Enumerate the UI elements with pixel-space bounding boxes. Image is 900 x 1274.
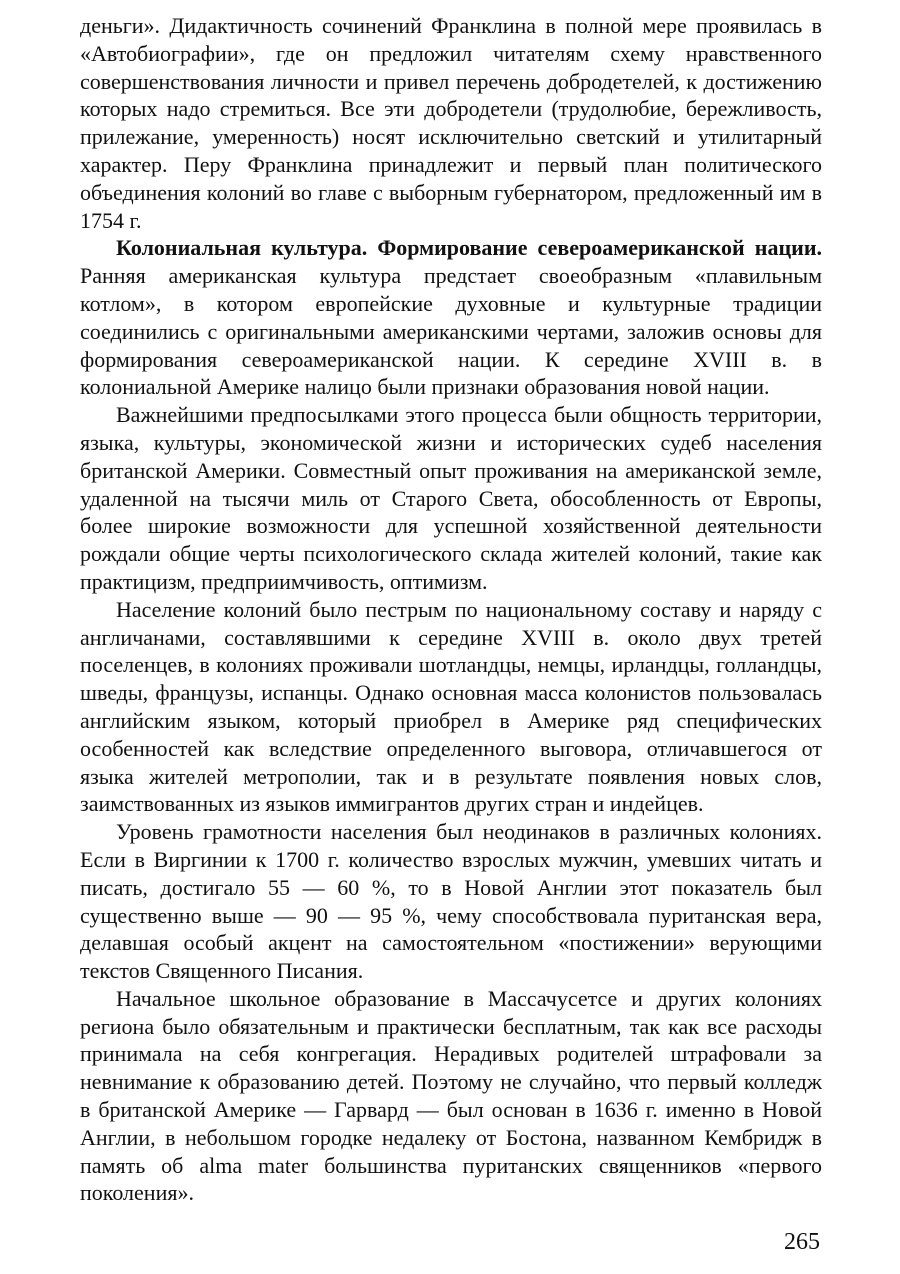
page-body <box>80 12 822 1207</box>
paragraph-3-text: Важнейшими предпосылками этого процесса были общность территории, языка, культуры, экономической жизни и исторических судеб населения британской Америки. Совместный опыт проживания на американской земле, удаленной на тысячи миль от Старого Света, обособленность от Европы, более широкие возможности для успешной хозяйственной деятельности рождали общие черты психологического склада жителей колоний, такие как практицизм, предприимчивость, оптимизм. <box>80 402 822 594</box>
paragraph-6-text: Начальное школьное образование в Массачусетсе и других колониях региона было обязательным и практически бесплатным, так как все расходы принимала на себя конгрегация. Нерадивых родителей штрафовали за невнимание к образованию детей. Поэтому не случайно, что первый колледж в британской Америке — Гарвард — был основан в 1636 г. именно в Новой Англии, в небольшом городке недалеку от Бостона, названном Кембридж в память об alma mater большинства пуританских священников «первого поколения». <box>80 985 822 1206</box>
paragraph-4-text: Население колоний было пестрым по национальному составу и наряду с англичанами, составлявшими к середине XVIII в. около двух третей поселенцев, в колониях проживали шотландцы, немцы, ирландцы, голландцы, шведы, французы, испанцы. Однако основная масса колонистов пользовалась английским языком, который приобрел в Америке ряд специфических особенностей как вследствие определенного выговора, отличавшегося от языка жителей метрополии, так и в результате появления новых слов, заимствованных из языков иммигрантов других стран и индейцев. <box>80 596 822 817</box>
paragraph-6 <box>80 985 822 1207</box>
paragraph-5 <box>80 818 822 985</box>
paragraph-1-text: деньги». Дидактичность сочинений Франклина в полной мере проявилась в «Автобиографии», где он предложил читателям схему нравственного совершенствования личности и привел перечень добродетелей, к достижению которых надо стремиться. Все эти добродетели (трудолюбие, бережливость, прилежание, умеренность) носят исключительно светский и утилитарный характер. Перу Франклина принадлежит и первый план политического объединения колоний во главе с выборным губернатором, предложенный им в 1754 г. <box>80 13 822 233</box>
paragraph-5-text: Уровень грамотности населения был неодинаков в различных колониях. Если в Виргинии к 1700 г. количество взрослых мужчин, умевших читать и писать, достигало 55 — 60 %, то в Новой Англии этот показатель был существенно выше — 90 — 95 %, чему способствовала пуританская вера, делавшая особый акцент на самостоятельном «постижении» верующими текстов Священного Писания. <box>80 819 822 984</box>
paragraph-3 <box>80 401 822 596</box>
paragraph-1 <box>80 12 822 234</box>
page-number: 265 <box>784 1229 820 1255</box>
paragraph-4 <box>80 596 822 818</box>
section-heading: Колониальная культура. Формирование североамериканской нации. <box>116 235 822 261</box>
paragraph-2-text: Ранняя американская культура предстает своеобразным «плавильным котлом», в котором европейские духовные и культурные традиции соединились с оригинальными американскими чертами, заложив основы для формирования североамериканской нации. К середине XVIII в. в колониальной Америке налицо были признаки образования новой нации. <box>80 263 822 400</box>
paragraph-2 <box>80 234 822 401</box>
